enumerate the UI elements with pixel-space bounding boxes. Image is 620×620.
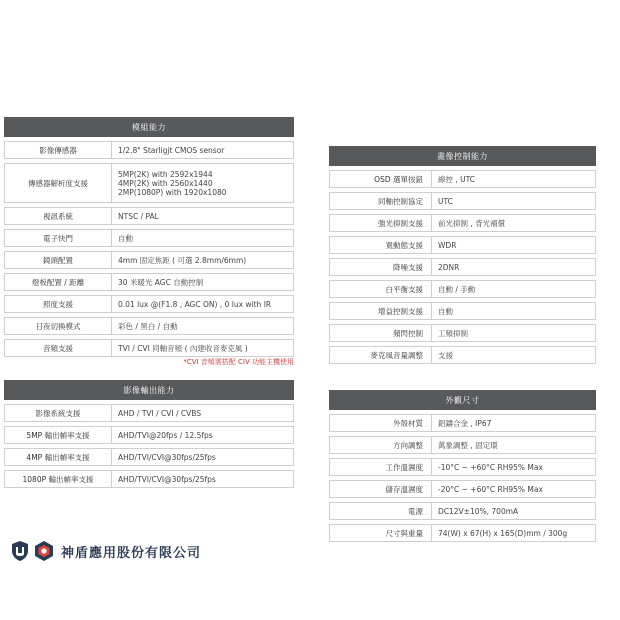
- spec-value: 萬象調整 , 固定環: [438, 440, 498, 450]
- spec-row: [329, 414, 596, 432]
- company-name: 神盾應用股份有限公司: [61, 545, 202, 561]
- spec-row: [4, 339, 294, 357]
- spec-row: [4, 141, 294, 159]
- spec-label: 寬動態支援: [330, 237, 432, 253]
- spec-label: 外殼材質: [330, 415, 432, 431]
- spec-label: 燈板配置 / 距離: [5, 274, 112, 290]
- spec-label: 照度支援: [5, 296, 112, 312]
- spec-label: 尺寸與重量: [330, 525, 432, 541]
- spec-label: 1080P 輸出幀率支援: [5, 471, 112, 487]
- spec-label: 白平衡支援: [330, 281, 432, 297]
- spec-row: [329, 280, 596, 298]
- spec-value: 1/2.8" Starligjt CMOS sensor: [118, 145, 225, 155]
- spec-row: [329, 302, 596, 320]
- spec-value: 4mm 固定焦距 ( 可選 2.8mm/6mm): [118, 255, 247, 265]
- spec-value: AHD / TVI / CVI / CVBS: [118, 408, 202, 418]
- image-control-title: 畫像控制能力: [329, 146, 596, 166]
- spec-row: [329, 170, 596, 188]
- spec-value: 彩色 / 黑白 / 自動: [118, 321, 178, 331]
- company-logo: [10, 538, 201, 564]
- spec-row: [329, 192, 596, 210]
- spec-value: 2DNR: [438, 262, 460, 272]
- spec-row: [329, 480, 596, 498]
- spec-row: [4, 317, 294, 335]
- spec-row: [4, 448, 294, 466]
- spec-value: AHD/TVI/CVI@30fps/25fps: [118, 474, 216, 484]
- spec-value: 30 米暖光 AGC 自動控制: [118, 277, 204, 287]
- spec-label: 方向調整: [330, 437, 432, 453]
- video-output-title: 影像輸出能力: [4, 380, 294, 400]
- spec-value: 線控 , UTC: [438, 174, 476, 184]
- module-capability-rows: [4, 141, 294, 357]
- spec-value: DC12V±10%, 700mA: [438, 506, 519, 516]
- spec-label: 電源: [330, 503, 432, 519]
- spec-value: 5MP(2K) with 2592x1944 4MP(2K) with 2560x1440 2MP(1080P) with 1920x1080: [118, 169, 227, 197]
- spec-row: [4, 163, 294, 203]
- spec-value: NTSC / PAL: [118, 211, 159, 221]
- shield-logo-icon: [10, 540, 30, 562]
- video-output-table: [4, 380, 294, 492]
- spec-value: TVI / CVI 同軸音頻 ( 內建收音麥克風 ): [118, 343, 248, 353]
- spec-row: [329, 436, 596, 454]
- spec-value: AHD/TVI/CVI@30fps/25fps: [118, 452, 216, 462]
- spec-value: 自動 / 手動: [438, 284, 476, 294]
- spec-value: 工頻抑制: [438, 328, 468, 338]
- spec-value: WDR: [438, 240, 457, 250]
- spec-row: [329, 458, 596, 476]
- module-capability-table: [4, 117, 294, 361]
- spec-label: 降噪支援: [330, 259, 432, 275]
- spec-row: [4, 404, 294, 422]
- spec-label: 頻閃控制: [330, 325, 432, 341]
- spec-label: 電子快門: [5, 230, 112, 246]
- spec-row: [4, 273, 294, 291]
- spec-label: 儲存溫濕度: [330, 481, 432, 497]
- emblem-logo-icon: [33, 540, 55, 562]
- spec-value: -10°C ~ +60°C RH95% Max: [438, 462, 543, 472]
- video-output-rows: [4, 404, 294, 488]
- spec-row: [329, 236, 596, 254]
- spec-row: [329, 258, 596, 276]
- spec-label: 增益控制支援: [330, 303, 432, 319]
- spec-label: 同軸控制協定: [330, 193, 432, 209]
- spec-label: 麥克風音量調整: [330, 347, 432, 363]
- spec-row: [4, 251, 294, 269]
- spec-label: 工作溫濕度: [330, 459, 432, 475]
- spec-row: [4, 470, 294, 488]
- spec-value: 自動: [438, 306, 453, 316]
- image-control-table: [329, 146, 596, 368]
- spec-label: 鏡頭配置: [5, 252, 112, 268]
- image-control-rows: [329, 170, 596, 364]
- spec-value: 前光抑制 , 背光補償: [438, 218, 506, 228]
- dimensions-rows: [329, 414, 596, 542]
- spec-value: -20°C ~ +60°C RH95% Max: [438, 484, 543, 494]
- spec-value: 0.01 lux @(F1.8 , AGC ON) , 0 lux with IR: [118, 299, 272, 309]
- spec-label: 視訊系統: [5, 208, 112, 224]
- spec-row: [4, 426, 294, 444]
- spec-row: [329, 346, 596, 364]
- spec-label: 傳感器解析度支援: [5, 164, 112, 202]
- spec-value: 支援: [438, 350, 453, 360]
- dimensions-title: 外觀尺寸: [329, 390, 596, 410]
- spec-row: [329, 502, 596, 520]
- module-capability-title: 模組能力: [4, 117, 294, 137]
- spec-row: [4, 229, 294, 247]
- spec-label: 影像傳感器: [5, 142, 112, 158]
- spec-label: 5MP 輸出幀率支援: [5, 427, 112, 443]
- spec-row: [329, 324, 596, 342]
- spec-value: 74(W) x 67(H) x 165(D)mm / 300g: [438, 528, 568, 538]
- spec-value: UTC: [438, 196, 453, 206]
- spec-label: 日夜切換模式: [5, 318, 112, 334]
- spec-label: 音頻支援: [5, 340, 112, 356]
- spec-value: 鋁鑄合金 , IP67: [438, 418, 492, 428]
- spec-value: AHD/TVI@20fps / 12.5fps: [118, 430, 213, 440]
- spec-row: [329, 214, 596, 232]
- spec-label: 4MP 輸出幀率支援: [5, 449, 112, 465]
- spec-row: [329, 524, 596, 542]
- spec-label: 強光抑制支援: [330, 215, 432, 231]
- audio-note: *CVI 音頻需搭配 CIV 功能主機使用: [183, 358, 294, 366]
- dimensions-table: [329, 390, 596, 546]
- spec-row: [4, 295, 294, 313]
- spec-row: [4, 207, 294, 225]
- spec-value: 自動: [118, 233, 133, 243]
- spec-label: 影像系統支援: [5, 405, 112, 421]
- spec-label: OSD 選單按鈕: [330, 171, 432, 187]
